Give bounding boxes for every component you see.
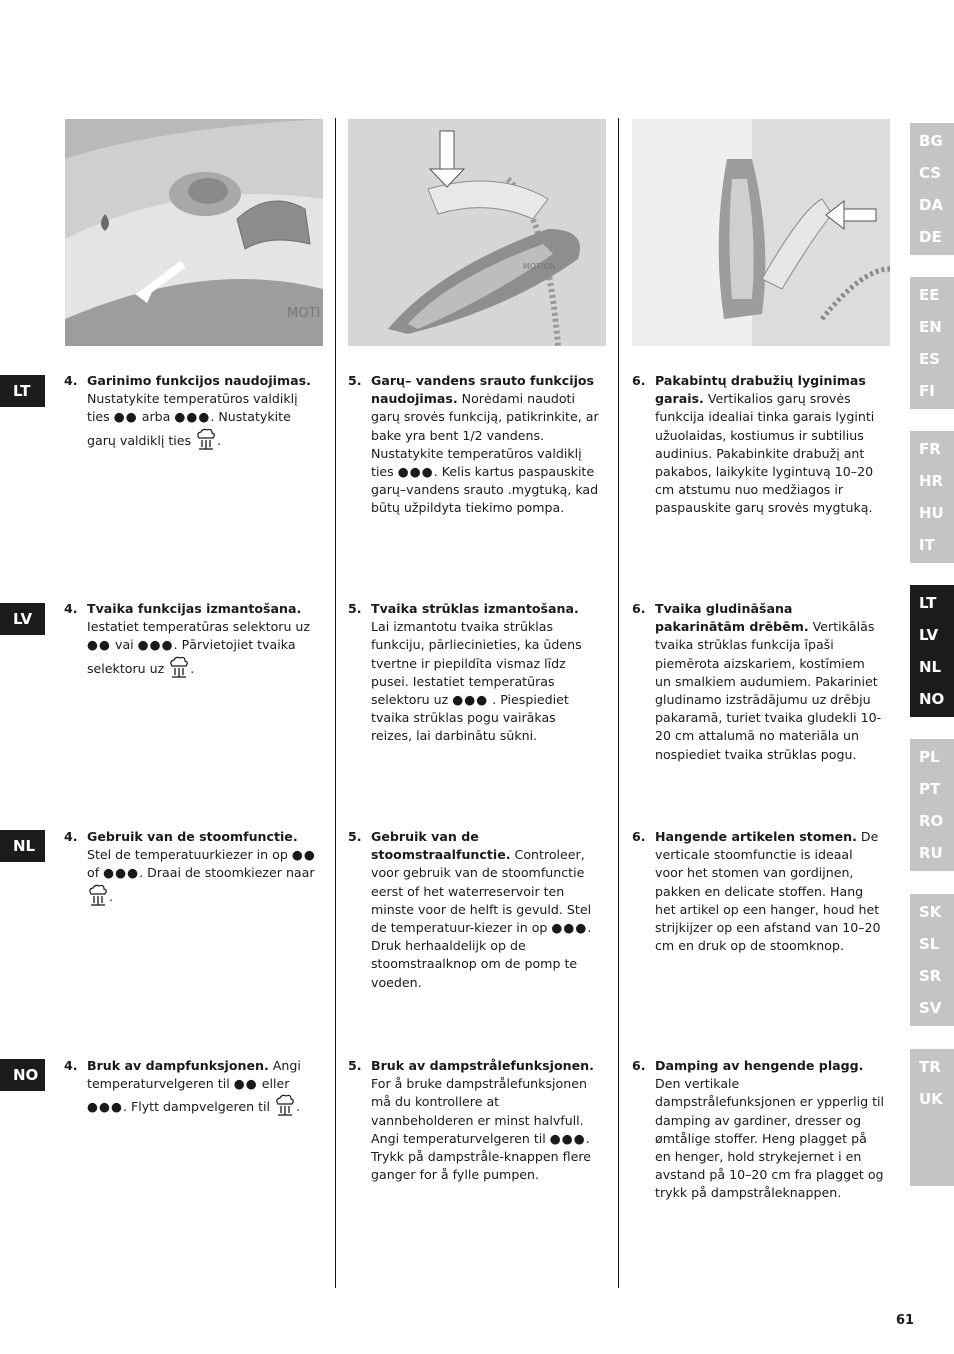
lang-tab-en[interactable]: EN <box>919 318 942 336</box>
step-title: Garinimo funkcijos naudojimas. <box>87 373 311 388</box>
step-text: eller <box>257 1076 290 1092</box>
lang-tab-hr[interactable]: HR <box>919 472 944 490</box>
temp-dots-icon: ●●● <box>452 692 489 708</box>
step-text: De verticale stoomfunctie is ideaal voor het stomen van gordijnen, pakken en delicate stoffen. Hang het artikel op een hanger, houd het strijkijzer op een afstand van 10–20 cm en druk op de stoomknop. <box>655 829 881 954</box>
temp-dots-icon: ●●● <box>174 409 211 425</box>
figure-steam-button <box>348 119 606 346</box>
lang-tab-bg[interactable]: BG <box>919 132 943 150</box>
iron-vertical-illustration <box>632 119 890 346</box>
lang-badge-lv: LV <box>0 603 45 635</box>
lang-group-5 <box>910 739 954 871</box>
lang-tab-lv[interactable]: LV <box>919 626 939 644</box>
step-text: Den vertikale dampstrålefunksjonen er ypperlig til damping av gardiner, dresser og ømtålige stoffer. Heng plagget på en henger, hold strykejernet i en avstand på 10–20 cm fra plagget og trykk på dampstråleknappen. <box>655 1076 885 1201</box>
figure-vertical-steam <box>632 119 890 346</box>
step-text: arba <box>137 409 175 425</box>
temp-dots-icon: ●● <box>87 637 111 653</box>
step-text: . Trykk på dampstråle-knappen flere ganger for å fylle pumpen. <box>371 1130 591 1183</box>
lang-tab-sv[interactable]: SV <box>919 999 942 1017</box>
temp-dots-icon: ●●● <box>551 920 588 936</box>
lv-step-5 <box>348 600 600 746</box>
lang-tab-pl[interactable]: PL <box>919 748 940 766</box>
iron-brand-text: MOTI <box>287 306 321 321</box>
lang-tab-es[interactable]: ES <box>919 350 941 368</box>
iron-pump-illustration <box>348 119 606 346</box>
lang-group-3 <box>910 431 954 563</box>
lang-group-1 <box>910 123 954 255</box>
lang-tab-no[interactable]: NO <box>919 690 945 708</box>
step-number: 4. <box>64 1058 78 1073</box>
step-title: Garų– vandens srauto funkcijos naudojimas. <box>371 373 595 407</box>
step-number: 6. <box>632 373 646 388</box>
lang-tab-ru[interactable]: RU <box>919 844 943 862</box>
lang-tab-sl[interactable]: SL <box>919 935 940 953</box>
column-divider-2 <box>618 118 619 1288</box>
lang-group-2 <box>910 277 954 409</box>
step-text: Controleer, voor gebruik van de stoomfunctie eerst of het waterreservoir ten minste voor de helft is gevuld. Stel de temperatuur-kiezer in op <box>371 847 592 936</box>
iron-dial-illustration <box>65 119 323 346</box>
step-title: Pakabintų drabužių lyginimas garais. <box>655 373 866 407</box>
step-number: 5. <box>348 601 362 616</box>
lang-tab-cs[interactable]: CS <box>919 164 942 182</box>
step-number: 5. <box>348 373 362 388</box>
step-text: vai <box>110 637 138 653</box>
step-number: 6. <box>632 1058 646 1073</box>
step-text: . Kelis kartus paspauskite garų–vandens srauto .mygtuką, kad būtų užpildyta tiekimo pompa. <box>371 464 599 516</box>
step-text: . Nustatykite garų valdiklį ties <box>87 409 291 448</box>
lang-badge-no: NO <box>0 1059 45 1091</box>
steam-icon <box>168 655 190 679</box>
steam-icon <box>195 427 217 451</box>
step-text: . Flytt dampvelgeren til <box>122 1099 275 1115</box>
lt-step-4 <box>64 372 316 451</box>
step-text: . <box>296 1099 301 1115</box>
step-number: 4. <box>64 829 78 844</box>
lang-tab-da[interactable]: DA <box>919 196 944 214</box>
page-number: 61 <box>896 1313 915 1328</box>
step-title: Gebruik van de stoomfunctie. <box>87 829 298 844</box>
lang-tab-sk[interactable]: SK <box>919 903 942 921</box>
lang-group-7 <box>910 1049 954 1186</box>
step-title: Tvaika funkcijas izmantošana. <box>87 601 302 616</box>
lang-group-6 <box>910 894 954 1026</box>
figure-steam-dial <box>65 119 323 346</box>
lang-tab-uk[interactable]: UK <box>919 1090 943 1108</box>
lang-tab-fi[interactable]: FI <box>919 382 935 400</box>
lang-group-4-active <box>910 585 954 717</box>
temp-dots-icon: ●●● <box>549 1130 586 1146</box>
temp-dots-icon: ●● <box>291 847 316 863</box>
lang-tab-nl[interactable]: NL <box>919 658 942 676</box>
temp-dots-icon: ●●● <box>397 464 434 480</box>
lt-step-6 <box>632 372 884 518</box>
lang-tab-it[interactable]: IT <box>919 536 935 554</box>
lang-tab-tr[interactable]: TR <box>919 1058 941 1076</box>
lt-step-5 <box>348 372 600 518</box>
temp-dots-icon: ●● <box>113 409 138 425</box>
no-step-6 <box>632 1057 884 1203</box>
step-text: . <box>109 888 114 904</box>
step-text: Iestatiet temperatūras selektoru uz <box>87 619 311 635</box>
step-text: . <box>190 660 195 676</box>
step-text: . Druk herhaaldelijk op de stoomstraalknop om de pomp te voeden. <box>371 920 592 990</box>
step-title: Gebruik van de stoomstraalfunctie. <box>371 829 511 863</box>
lang-tab-ee[interactable]: EE <box>919 286 940 304</box>
step-text: of <box>87 865 104 881</box>
step-title: Bruk av dampfunksjonen. <box>87 1058 269 1073</box>
step-number: 4. <box>64 601 78 616</box>
step-text: Norėdami naudoti garų srovės funkciją, patikrinkite, ar bake yra bent 1/2 vandens. Nustatykite temperatūros valdiklį ties <box>371 391 599 480</box>
step-text: . Piespiediet tvaika strūklas pogu vairākas reizes, lai darbinātu sūkni. <box>371 692 569 744</box>
lv-step-6 <box>632 600 884 764</box>
temp-dots-icon: ●●● <box>103 865 140 881</box>
step-text: . Draai de stoomkiezer naar <box>139 865 315 881</box>
step-title: Tvaika gludināšana pakarinātām drēbēm. <box>655 601 809 635</box>
step-number: 6. <box>632 829 646 844</box>
lang-tab-ro[interactable]: RO <box>919 812 944 830</box>
no-step-4 <box>64 1057 316 1117</box>
step-text: Vertikālās tvaika strūklas funkcija īpaši piemērota aizskariem, kostīmiem un smalkiem audumiem. Pakariniet gludinamo izstrādājumu uz drēbju pakaramā, turiet tvaika gludekli 10-20 cm attalumā no materiāla un nospiediet tvaika strūklas pogu. <box>655 619 882 762</box>
no-step-5 <box>348 1057 600 1184</box>
lang-tab-lt[interactable]: LT <box>919 594 937 612</box>
lang-tab-fr[interactable]: FR <box>919 440 941 458</box>
step-text: Nustatykite temperatūros valdiklį ties <box>87 391 298 425</box>
step-text: Stel de temperatuurkiezer in op <box>87 847 292 863</box>
step-text: . Pārvietojiet tvaika selektoru uz <box>87 637 296 676</box>
steam-icon <box>87 883 109 907</box>
nl-step-6 <box>632 828 884 955</box>
lv-step-4 <box>64 600 316 679</box>
step-number: 5. <box>348 829 362 844</box>
step-text: Angi temperaturvelgeren til <box>87 1058 301 1092</box>
steam-icon <box>274 1093 296 1117</box>
temp-dots-icon: ●● <box>233 1076 258 1092</box>
temp-dots-icon: ●●● <box>87 1099 123 1115</box>
step-number: 5. <box>348 1058 362 1073</box>
lang-badge-nl: NL <box>0 830 45 862</box>
lang-badge-lt: LT <box>0 375 45 407</box>
lang-tab-sr[interactable]: SR <box>919 967 942 985</box>
step-title: Damping av hengende plagg. <box>655 1058 864 1073</box>
iron-brand-text: MOTION <box>523 262 556 271</box>
step-title: Tvaika strūklas izmantošana. <box>371 601 579 616</box>
step-text: Lai izmantotu tvaika strūklas funkciju, pārliecinieties, ka ūdens tvertne ir piepildīta vismaz līdz pusei. Iestatiet temperatūras selektoru uz <box>371 619 582 708</box>
step-title: Hangende artikelen stomen. <box>655 829 857 844</box>
lang-tab-de[interactable]: DE <box>919 228 942 246</box>
step-text: For å bruke dampstrålefunksjonen må du kontrollere at vannbeholderen er minst halvfull. Angi temperaturvelgeren til <box>371 1076 587 1146</box>
nl-step-4 <box>64 828 316 907</box>
step-text: . <box>217 432 222 448</box>
lang-tab-hu[interactable]: HU <box>919 504 944 522</box>
step-number: 4. <box>64 373 78 388</box>
step-text: Vertikalios garų srovės funkcija idealiai tinka garais lyginti užuolaidas, kostiumus ir subtilius audinius. Pakabinkite drabužį ant pakabos, laikykite lygintuvą 10–20 cm atstumu nuo medžiagos ir paspauskite garų srovės mygtuką. <box>655 391 875 516</box>
temp-dots-icon: ●●● <box>137 637 174 653</box>
lang-tab-pt[interactable]: PT <box>919 780 941 798</box>
nl-step-5 <box>348 828 600 992</box>
column-divider-1 <box>335 118 336 1288</box>
step-number: 6. <box>632 601 646 616</box>
step-title: Bruk av dampstrålefunksjonen. <box>371 1058 594 1073</box>
